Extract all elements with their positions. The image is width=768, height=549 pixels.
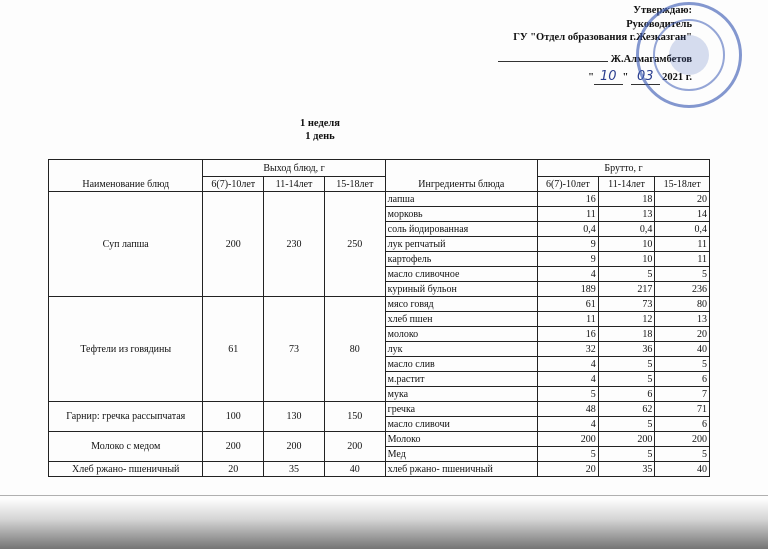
ingredient-gross: 13 bbox=[655, 312, 710, 327]
scan-shadow bbox=[0, 499, 768, 549]
ingredient-name: масло слив bbox=[385, 357, 537, 372]
ingredient-gross: 20 bbox=[655, 192, 710, 207]
dish-output: 250 bbox=[324, 192, 385, 297]
ingredient-name: масло сливочное bbox=[385, 267, 537, 282]
menu-table-body bbox=[49, 192, 710, 477]
ingredient-gross: 11 bbox=[538, 207, 599, 222]
dish-name: Гарнир: гречка рассыпчатая bbox=[49, 402, 203, 432]
ingredient-gross: 10 bbox=[598, 252, 655, 267]
dish-name: Молоко с медом bbox=[49, 432, 203, 462]
ingredient-gross: 16 bbox=[538, 327, 599, 342]
ingredient-name: масло сливочи bbox=[385, 417, 537, 432]
ingredient-gross: 5 bbox=[598, 372, 655, 387]
ingredient-gross: 5 bbox=[598, 267, 655, 282]
ingredient-gross: 10 bbox=[598, 237, 655, 252]
dish-output: 73 bbox=[264, 297, 325, 402]
approval-line-head: Руководитель bbox=[626, 18, 692, 30]
ingredient-gross: 18 bbox=[598, 192, 655, 207]
ingredient-gross: 236 bbox=[655, 282, 710, 297]
header-gross: Брутто, г bbox=[538, 160, 710, 177]
dish-output: 230 bbox=[264, 192, 325, 297]
ingredient-gross: 12 bbox=[598, 312, 655, 327]
approval-line-organization: ГУ "Отдел образования г.Жезказган" bbox=[513, 32, 692, 43]
ingredient-gross: 5 bbox=[655, 357, 710, 372]
ingredient-gross: 16 bbox=[538, 192, 599, 207]
ingredient-gross: 9 bbox=[538, 237, 599, 252]
ingredient-gross: 6 bbox=[655, 417, 710, 432]
ingredient-gross: 5 bbox=[538, 387, 599, 402]
table-row bbox=[49, 462, 710, 477]
ingredient-gross: 80 bbox=[655, 297, 710, 312]
ingredient-name: лук bbox=[385, 342, 537, 357]
ingredient-gross: 7 bbox=[655, 387, 710, 402]
ingredient-name: морковь bbox=[385, 207, 537, 222]
ingredient-gross: 73 bbox=[598, 297, 655, 312]
ingredient-gross: 200 bbox=[538, 432, 599, 447]
ingredient-gross: 61 bbox=[538, 297, 599, 312]
header-gross-age: 11-14лет bbox=[598, 177, 655, 192]
ingredient-gross: 5 bbox=[655, 267, 710, 282]
ingredient-gross: 6 bbox=[655, 372, 710, 387]
dish-output: 80 bbox=[324, 297, 385, 402]
day-label: 1 день bbox=[305, 131, 335, 142]
header-gross-age: 15-18лет bbox=[655, 177, 710, 192]
stamp-emblem bbox=[669, 35, 709, 75]
dish-output: 100 bbox=[203, 402, 264, 432]
week-label: 1 неделя bbox=[300, 118, 340, 129]
ingredient-gross: 189 bbox=[538, 282, 599, 297]
ingredient-gross: 5 bbox=[598, 417, 655, 432]
ingredient-gross: 200 bbox=[655, 432, 710, 447]
ingredient-name: м.растит bbox=[385, 372, 537, 387]
ingredient-gross: 200 bbox=[598, 432, 655, 447]
table-row bbox=[49, 402, 710, 417]
ingredient-name: мука bbox=[385, 387, 537, 402]
dish-output: 61 bbox=[203, 297, 264, 402]
ingredient-gross: 217 bbox=[598, 282, 655, 297]
dish-output: 130 bbox=[264, 402, 325, 432]
ingredient-gross: 9 bbox=[538, 252, 599, 267]
ingredient-gross: 0,4 bbox=[655, 222, 710, 237]
dish-output: 20 bbox=[203, 462, 264, 477]
ingredient-gross: 0,4 bbox=[538, 222, 599, 237]
ingredient-gross: 20 bbox=[538, 462, 599, 477]
ingredient-gross: 32 bbox=[538, 342, 599, 357]
header-dish: Наименование блюд bbox=[49, 160, 203, 192]
ingredient-name: лапша bbox=[385, 192, 537, 207]
ingredient-gross: 40 bbox=[655, 342, 710, 357]
round-seal-stamp-icon bbox=[636, 2, 742, 108]
scan-artifact bbox=[0, 495, 768, 496]
ingredient-gross: 0,4 bbox=[598, 222, 655, 237]
approval-signer: Ж.Алмагамбетов bbox=[610, 53, 692, 65]
header-gross-age: 6(7)-10лет bbox=[538, 177, 599, 192]
dish-output: 200 bbox=[324, 432, 385, 462]
ingredient-gross: 20 bbox=[655, 327, 710, 342]
ingredient-name: куриный бульон bbox=[385, 282, 537, 297]
header-output-age: 11-14лет bbox=[264, 177, 325, 192]
ingredient-name: хлеб ржано- пшеничный bbox=[385, 462, 537, 477]
ingredient-name: Мед bbox=[385, 447, 537, 462]
ingredient-gross: 4 bbox=[538, 267, 599, 282]
ingredient-name: молоко bbox=[385, 327, 537, 342]
header-output-age: 6(7)-10лет bbox=[203, 177, 264, 192]
ingredient-gross: 11 bbox=[655, 237, 710, 252]
ingredient-gross: 11 bbox=[538, 312, 599, 327]
signature-line bbox=[498, 51, 608, 62]
ingredient-name: мясо говяд bbox=[385, 297, 537, 312]
dish-output: 40 bbox=[324, 462, 385, 477]
ingredient-gross: 14 bbox=[655, 207, 710, 222]
ingredient-gross: 62 bbox=[598, 402, 655, 417]
dish-name: Хлеб ржано- пшеничный bbox=[49, 462, 203, 477]
dish-output: 200 bbox=[203, 432, 264, 462]
ingredient-gross: 11 bbox=[655, 252, 710, 267]
date-year: 2021 г. bbox=[662, 72, 692, 83]
ingredient-gross: 6 bbox=[598, 387, 655, 402]
ingredient-gross: 48 bbox=[538, 402, 599, 417]
ingredient-gross: 4 bbox=[538, 357, 599, 372]
approval-line-approve: Утверждаю: bbox=[633, 5, 692, 16]
ingredient-name: гречка bbox=[385, 402, 537, 417]
dish-name: Тефтели из говядины bbox=[49, 297, 203, 402]
table-row bbox=[49, 432, 710, 447]
approval-date: " 10 " 03 2021 г. bbox=[588, 69, 692, 84]
ingredient-gross: 71 bbox=[655, 402, 710, 417]
dish-output: 200 bbox=[264, 432, 325, 462]
header-output: Выход блюд, г bbox=[203, 160, 385, 177]
ingredient-name: соль йодированная bbox=[385, 222, 537, 237]
menu-table bbox=[48, 159, 710, 477]
ingredient-gross: 4 bbox=[538, 372, 599, 387]
ingredient-name: лук репчатый bbox=[385, 237, 537, 252]
date-day: 10 bbox=[594, 69, 623, 85]
dish-output: 200 bbox=[203, 192, 264, 297]
dish-name: Суп лапша bbox=[49, 192, 203, 297]
ingredient-name: хлеб пшен bbox=[385, 312, 537, 327]
ingredient-gross: 18 bbox=[598, 327, 655, 342]
dish-output: 150 bbox=[324, 402, 385, 432]
ingredient-name: картофель bbox=[385, 252, 537, 267]
dish-output: 35 bbox=[264, 462, 325, 477]
ingredient-gross: 36 bbox=[598, 342, 655, 357]
menu-title bbox=[220, 117, 420, 143]
ingredient-gross: 40 bbox=[655, 462, 710, 477]
ingredient-gross: 35 bbox=[598, 462, 655, 477]
ingredient-gross: 4 bbox=[538, 417, 599, 432]
ingredient-gross: 5 bbox=[598, 447, 655, 462]
table-row bbox=[49, 297, 710, 312]
ingredient-gross: 13 bbox=[598, 207, 655, 222]
header-output-age: 15-18лет bbox=[324, 177, 385, 192]
ingredient-gross: 5 bbox=[538, 447, 599, 462]
header-ingredients: Ингредиенты блюда bbox=[385, 160, 537, 192]
ingredient-gross: 5 bbox=[655, 447, 710, 462]
ingredient-name: Молоко bbox=[385, 432, 537, 447]
date-month: 03 bbox=[631, 69, 660, 85]
table-row bbox=[49, 192, 710, 207]
ingredient-gross: 5 bbox=[598, 357, 655, 372]
